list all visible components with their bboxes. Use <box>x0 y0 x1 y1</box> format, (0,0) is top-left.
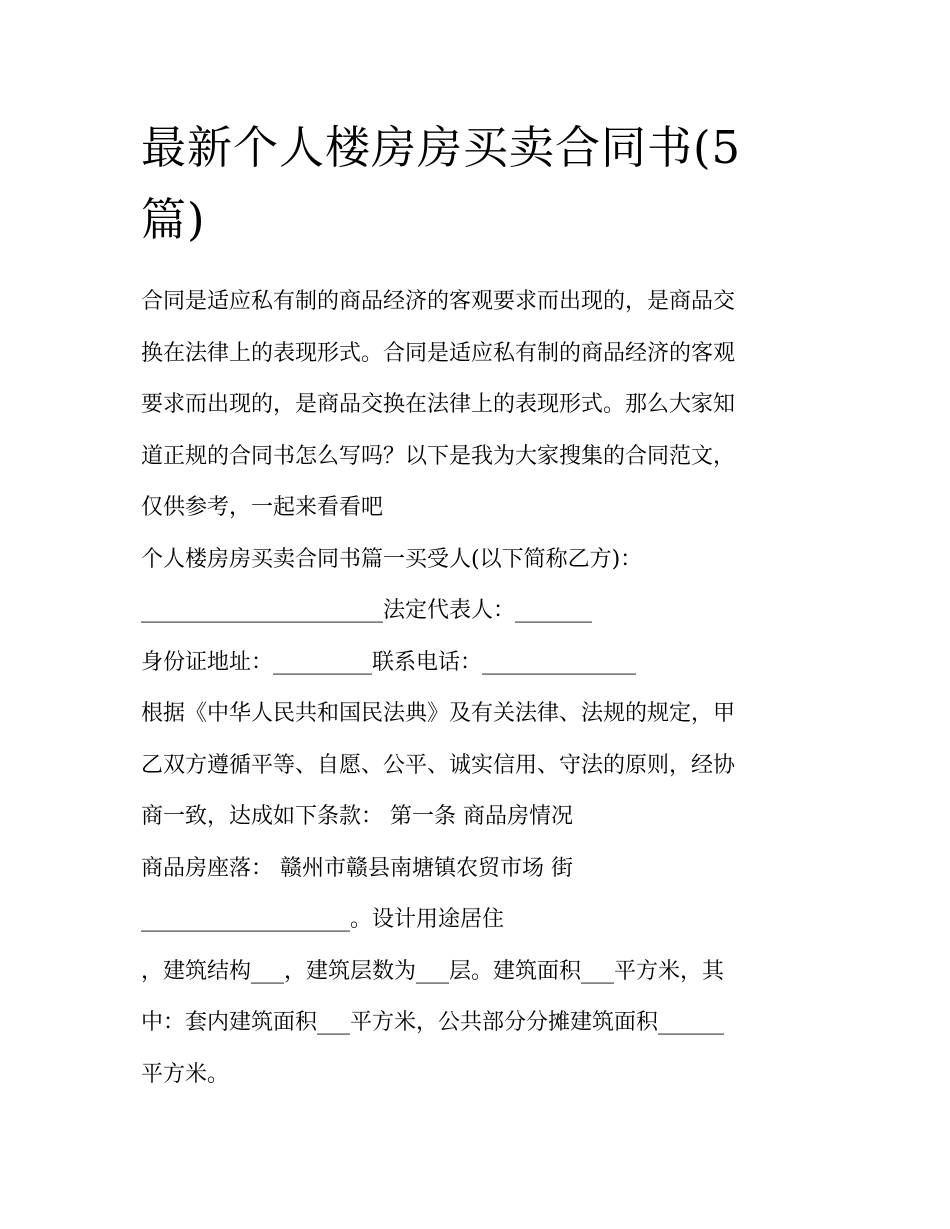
body-line: 要求而出现的，是商品交换在法律上的表现形式。那么大家知 <box>141 392 736 417</box>
body-line: 商品房座落： 赣州市赣县南塘镇农贸市场 街 <box>141 855 573 881</box>
title-line-2: 篇) <box>141 193 206 246</box>
body-line: ，建筑结构___，建筑层数为___层。建筑面积___平方米，其 <box>141 958 725 984</box>
body-line: 商一致，达成如下条款： 第一条 商品房情况 <box>141 804 573 829</box>
blank-field-line: 身份证地址：_________联系电话：______________ <box>141 649 637 675</box>
document-title <box>141 112 813 256</box>
document-body <box>141 284 813 1108</box>
body-line: 仅供参考，一起来看看吧 <box>141 495 384 520</box>
document-page <box>141 112 813 1108</box>
body-line: 平方米。 <box>141 1061 230 1087</box>
body-line: 根据《中华人民共和国民法典》及有关法律、法规的规定，甲 <box>141 701 736 726</box>
body-line: 乙双方遵循平等、自愿、公平、诚实信用、守法的原则，经协 <box>141 752 736 778</box>
section-heading-line: 个人楼房房买卖合同书篇一买受人(以下简称乙方)： <box>141 546 643 572</box>
body-line: 换在法律上的表现形式。合同是适应私有制的商品经济的客观 <box>141 340 736 366</box>
blank-field-line: ___________________。设计用途居住 <box>141 907 505 932</box>
body-line: 合同是适应私有制的商品经济的客观要求而出现的，是商品交 <box>141 289 736 314</box>
title-line-1: 最新个人楼房房买卖合同书(5 <box>141 121 742 174</box>
blank-field-line: ______________________法定代表人：_______ <box>141 598 593 623</box>
body-line: 中：套内建筑面积___平方米，公共部分分摊建筑面积______ <box>141 1010 725 1035</box>
body-line: 道正规的合同书怎么写吗？以下是我为大家搜集的合同范文， <box>141 443 736 469</box>
